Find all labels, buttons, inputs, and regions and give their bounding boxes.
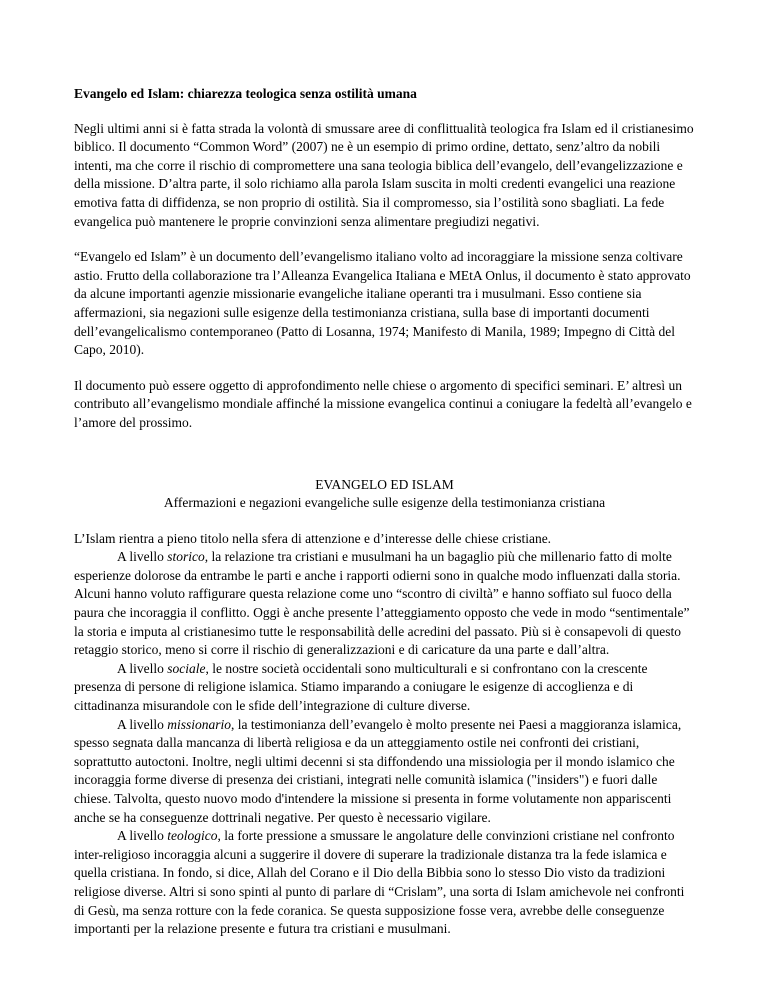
section-spacer [74, 450, 695, 476]
intro-paragraph: Il documento può essere oggetto di approfondimento nelle chiese o argomento di specifici seminari. E’ altresì un contributo all’evangelismo mondiale affinché la missione evangelica continui a coniugare la fedeltà all’evangelo e l’amore del prossimo. [74, 377, 692, 430]
level-paragraph-missionario [74, 716, 695, 828]
section-subtitle: Affermazioni e negazioni evangeliche sulle esigenze della testimonianza cristiana [163, 495, 606, 511]
level-keyword: missionario [167, 716, 232, 732]
section-title: EVANGELO ED ISLAM [315, 476, 454, 492]
level-keyword: teologico [167, 828, 218, 844]
document-page [74, 85, 695, 939]
level-lead: A livello [117, 660, 168, 676]
level-lead: A livello [117, 549, 168, 565]
level-text: , le nostre società occidentali sono multiculturali e si confrontano con la crescente presenza di persone di religione islamica. Stiamo imparando a coniugare le esigenze di accoglienza e di cittadinanza misurandole con le sfide dell’integrazione di culture diverse. [74, 660, 648, 714]
intro-paragraph: Negli ultimi anni si è fatta strada la volontà di smussare aree di conflittualità teologica fra Islam ed il cristianesimo biblico. Il documento “Common Word” (2007) ne è un esempio di primo ordine, dettato, senz’altro da nobili intenti, ma che corre il rischio di compromettere una sana teologia biblica dell’evangelo, dell’evangelizzazione e della missione. D’altra parte, il solo richiamo alla parola Islam suscita in molti credenti evangelici una reazione emotiva fatta di diffidenza, se non proprio di ostilità. Sia il compromesso, sia l’ostilità sono sbagliati. La fede evangelica può mantenere le proprie convinzioni senza alimentare pregiudizi negativi. [74, 120, 694, 229]
level-lead: A livello [117, 716, 168, 732]
level-keyword: sociale [167, 660, 206, 676]
document-title: Evangelo ed Islam: chiarezza teologica senza ostilità umana [74, 86, 417, 101]
level-paragraph-sociale [74, 660, 695, 716]
level-paragraph-storico [74, 548, 695, 660]
intro-paragraph: “Evangelo ed Islam” è un documento dell’evangelismo italiano volto ad incoraggiare la missione senza coltivare astio. Frutto della collaborazione tra l’Alleanza Evangelica Italiana e MEtA Onlus, il documento è stato approvato da alcune importanti agenzie missionarie evangeliche italiane operanti tra i musulmani. Esso contiene sia affermazioni, sia negazioni sulle esigenze della testimonianza cristiana, sulla base di importanti documenti dell’evangelicalismo contemporaneo (Patto di Losanna, 1974; Manifesto di Manila, 1989; Impegno di Città del Capo, 2010). [74, 249, 691, 358]
level-lead: A livello [117, 828, 168, 844]
level-text: , la relazione tra cristiani e musulmani ha un bagaglio più che millenario fatto di molte esperienze dolorose da entrambe le parti e anche i rapporti odierni sono in qualche modo influenzati dalla storia. Alcuni hanno voluto raffigurare questa relazione come uno “scontro di civiltà” e hanno soffiato sul fuoco della paura che incoraggia il conflitto. Oggi è anche presente l’atteggiamento opposto che vede in modo “sentimentale” la storia e imputa al cristianesimo tutte le responsabilità delle acredini del passato. Più si è consapevoli di questo retaggio storico, meno si corre il rischio di generalizzazioni e di caricature da una parte e dall’altra. [74, 549, 690, 658]
level-keyword: storico [167, 549, 205, 565]
level-paragraph-teologico [74, 827, 695, 939]
level-text: , la forte pressione a smussare le angolature delle convinzioni cristiane nel confronto inter-religioso incoraggia alcuni a suggerire il dovere di superare la tradizionale distanza tra la fede islamica e quella cristiana. In fondo, si dice, Allah del Corano e il Dio della Bibbia sono lo stesso Dio visto da tradizioni religiose diverse. Altri si sono spinti al punto di parlare di “Crislam”, una sorta di Islam amichevole nei confronti di Gesù, ma senza rotture con la fede coranica. Se questa supposizione fosse vera, avrebbe delle conseguenze importanti per la relazione presente e futura tra cristiani e musulmani. [74, 828, 685, 937]
opening-paragraph: L’Islam rientra a pieno titolo nella sfera di attenzione e d’interesse delle chiese cristiane. [74, 530, 552, 546]
level-text: , la testimonianza dell’evangelo è molto presente nei Paesi a maggioranza islamica, spesso segnata dalla mancanza di libertà religiosa e da un atteggiamento ostile nei confronti dei cristiani, soprattutto autoctoni. Inoltre, negli ultimi decenni si sta diffondendo una missiologia per il mondo islamico che incoraggia forme diverse di presenza dei cristiani, integrati nelle comunità islamica ("insiders") e fuori dalle chiese. Talvolta, questo nuovo modo d'intendere la missione si presenta in forme volutamente non appariscenti anche se ha conseguenze dottrinali negative. Per questo è necessario vigilare. [74, 716, 682, 825]
